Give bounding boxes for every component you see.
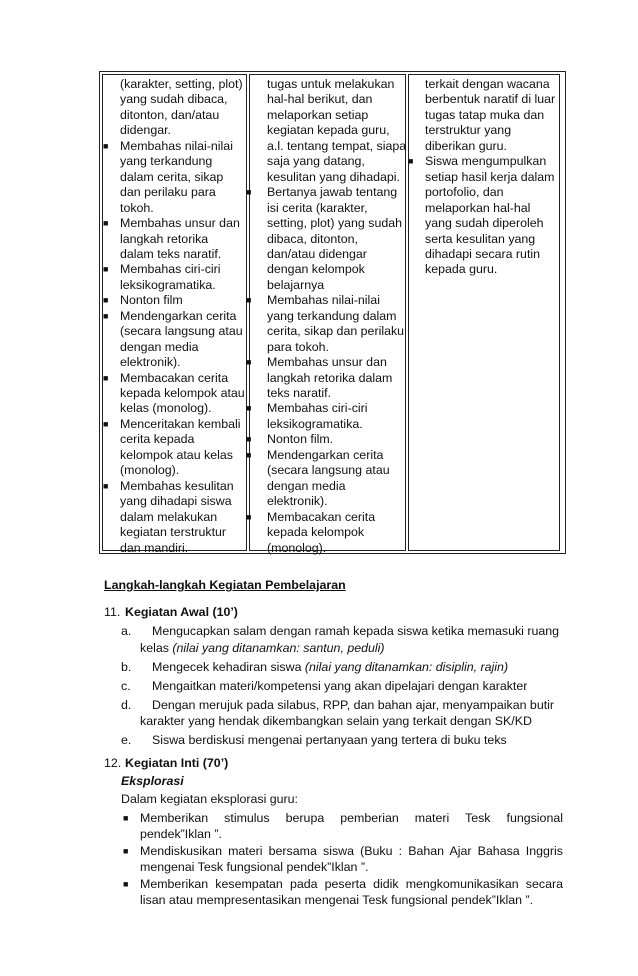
table-cell-line: Bertanya jawab tentang bbox=[267, 185, 398, 200]
bullet-icon: ■ bbox=[246, 511, 252, 522]
table-cell-line: yang dihadapi siswa bbox=[120, 494, 232, 509]
awal-item-letter: e. bbox=[121, 733, 132, 747]
inti-heading: Kegiatan Inti (70’) bbox=[125, 756, 229, 770]
bullet-icon: ■ bbox=[103, 295, 109, 306]
bullet-icon: ■ bbox=[246, 449, 252, 460]
table-cell-line: kepada kelompok bbox=[267, 525, 365, 540]
section-title: Langkah-langkah Kegiatan Pembelajaran bbox=[104, 578, 346, 592]
bullet-icon: ■ bbox=[103, 310, 109, 321]
value-note: (nilai yang ditanamkan: santun, peduli) bbox=[172, 640, 385, 655]
table-cell-line: kelompok atau kelas bbox=[120, 447, 233, 462]
table-cell-line: yang terkandung dalam bbox=[267, 308, 397, 323]
awal-item-letter: a. bbox=[121, 624, 132, 638]
inti-bullet-line: pendek”Iklan ”. bbox=[140, 827, 222, 841]
table-cell-line: setiap hasil kerja dalam bbox=[425, 169, 555, 184]
table-column-1 bbox=[102, 74, 247, 555]
inti-intro: Dalam kegiatan eksplorasi guru: bbox=[121, 792, 299, 806]
table-cell-line: yang terkandung bbox=[120, 154, 213, 169]
awal-item-text: Dengan merujuk pada silabus, RPP, dan bahan ajar, menyampaikan butir bbox=[152, 697, 555, 712]
table-cell-line: Nonton film bbox=[120, 293, 183, 308]
awal-item-text: Mengaitkan materi/kompetensi yang akan dipelajari dengan karakter bbox=[152, 678, 528, 693]
table-column-3 bbox=[408, 74, 560, 551]
table-cell-line: Nonton film. bbox=[267, 432, 334, 447]
table-cell-line: cerita, sikap dan perilaku bbox=[267, 324, 405, 339]
table-cell-line: langkah retorika dalam bbox=[267, 370, 393, 385]
table-cell-line: Membahas ciri-ciri bbox=[120, 262, 221, 277]
table-cell-line: kegiatan terstruktur bbox=[120, 525, 227, 540]
table-cell-line: langkah retorika bbox=[120, 231, 209, 246]
table-cell-line: tokoh. bbox=[120, 200, 154, 215]
inti-bullet-line: Memberikan kesempatan pada peserta didik mengkomunikasikan secara bbox=[140, 877, 563, 891]
table-cell-line: dan/atau didengar bbox=[267, 246, 367, 261]
awal-item-letter: c. bbox=[121, 678, 131, 693]
table-cell-line: belajarnya bbox=[267, 277, 325, 292]
table-cell-line: dihadapi secara rutin bbox=[425, 246, 541, 261]
table-cell-line: melaporkan hal-hal bbox=[425, 200, 531, 215]
table-cell-line: dengan media bbox=[267, 478, 346, 493]
table-cell-line: isi cerita (karakter, bbox=[267, 200, 368, 215]
activity-table bbox=[99, 71, 566, 554]
bullet-icon: ■ bbox=[123, 813, 129, 823]
table-cell-line: tugas tatap muka dan bbox=[425, 107, 545, 122]
table-cell-line: dengan media bbox=[120, 339, 199, 354]
table-cell-line: para tokoh. bbox=[267, 339, 329, 354]
table-cell-line: kepada guru. bbox=[425, 262, 498, 277]
table-cell-line: melaporkan setiap bbox=[267, 107, 369, 122]
value-note: (nilai yang ditanamkan: disiplin, rajin) bbox=[304, 659, 509, 674]
bullet-icon: ■ bbox=[246, 295, 252, 306]
table-cell-line: teks naratif. bbox=[267, 386, 332, 400]
table-cell-line: dalam teks naratif. bbox=[120, 246, 222, 261]
table-cell-line: dibaca, ditonton, bbox=[267, 231, 358, 246]
inti-subheading: Eksplorasi bbox=[121, 774, 184, 788]
table-cell-line: kepada kelompok atau bbox=[120, 386, 245, 400]
bullet-icon: ■ bbox=[103, 480, 109, 491]
table-cell-line: leksikogramatika. bbox=[120, 277, 216, 292]
table-cell-line: (monolog). bbox=[120, 463, 180, 478]
table-cell-line: tugas untuk melakukan bbox=[267, 77, 395, 91]
table-cell-line: dalam cerita, sikap bbox=[120, 169, 224, 184]
bullet-icon: ■ bbox=[123, 879, 129, 889]
table-cell-line: setting, plot) yang sudah bbox=[267, 216, 403, 231]
table-cell-line: elektronik). bbox=[267, 494, 328, 509]
table-cell-line: kegiatan kepada guru, bbox=[267, 123, 390, 138]
table-cell-line: didengar. bbox=[120, 123, 171, 138]
bullet-icon: ■ bbox=[103, 264, 109, 275]
bullet-icon: ■ bbox=[246, 357, 252, 368]
table-cell-line: Membahas kesulitan bbox=[120, 478, 234, 493]
table-cell-line: (karakter, setting, plot) bbox=[120, 77, 243, 91]
table-cell-line: yang sudah diperoleh bbox=[425, 216, 544, 231]
table-cell-line: elektronik). bbox=[120, 355, 181, 370]
table-cell-line: a.l. tentang tempat, siapa bbox=[267, 138, 407, 153]
table-cell-line: kesulitan yang dihadapi. bbox=[267, 169, 400, 184]
table-cell-line: Membahas nilai-nilai bbox=[267, 293, 380, 308]
table-cell-line: (secara langsung atau bbox=[120, 324, 243, 339]
table-cell-line: Membahas unsur dan bbox=[267, 355, 387, 370]
table-column-2 bbox=[246, 74, 407, 555]
table-cell-line: saja yang datang, bbox=[267, 154, 365, 169]
bullet-icon: ■ bbox=[246, 434, 252, 445]
table-cell-line: serta kesulitan yang bbox=[425, 231, 536, 246]
table-cell-line: kelas (monolog). bbox=[120, 401, 212, 416]
inti-bullet-line: Mendiskusikan materi bersama siswa (Buku : Bahan Ajar Bahasa Inggris bbox=[140, 844, 563, 858]
table-cell-line: Mendengarkan cerita bbox=[267, 447, 384, 462]
table-cell-line: Menceritakan kembali bbox=[120, 416, 241, 431]
awal-item-text: kelas (nilai yang ditanamkan: santun, peduli) bbox=[140, 640, 385, 655]
bullet-icon: ■ bbox=[408, 156, 414, 167]
bullet-icon: ■ bbox=[246, 187, 252, 198]
table-cell-line: dalam melakukan bbox=[120, 509, 218, 524]
awal-item-text: karakter yang hendak dikembangkan selain yang terkait dengan SK/KD bbox=[140, 714, 532, 728]
table-cell-line: Membahas unsur dan bbox=[120, 216, 240, 231]
table-cell-line: yang sudah dibaca, bbox=[120, 92, 228, 107]
table-cell-line: dengan kelompok bbox=[267, 262, 365, 277]
awal-item-letter: b. bbox=[121, 659, 132, 674]
table-cell-line: berbentuk naratif di luar bbox=[425, 92, 556, 107]
table-cell-line: Membacakan cerita bbox=[267, 509, 376, 524]
table-cell-line: (secara langsung atau bbox=[267, 463, 390, 478]
table-cell-line: (monolog). bbox=[267, 540, 327, 555]
awal-item-text: Mengecek kehadiran siswa (nilai yang ditanamkan: disiplin, rajin) bbox=[152, 659, 509, 674]
bullet-icon: ■ bbox=[103, 418, 109, 429]
table-cell-line: Mendengarkan cerita bbox=[120, 308, 237, 323]
table-cell-line: Membacakan cerita bbox=[120, 370, 229, 385]
table-cell-line: dan mandiri. bbox=[120, 540, 189, 555]
bullet-icon: ■ bbox=[103, 218, 109, 229]
table-cell-line: dan perilaku para bbox=[120, 185, 216, 200]
table-cell-line: portofolio, dan bbox=[425, 185, 504, 200]
awal-number: 11. bbox=[104, 605, 121, 619]
table-cell-line: Membahas nilai-nilai bbox=[120, 138, 233, 153]
bullet-icon: ■ bbox=[103, 372, 109, 383]
table-cell-line: leksikogramatika. bbox=[267, 416, 363, 431]
table-cell-line: ditonton, dan/atau bbox=[120, 107, 220, 122]
table-cell-line: Membahas ciri-ciri bbox=[267, 401, 368, 416]
inti-bullet-line: lisan atau mempresentasikan mengenai Tesk fungsional pendek”Iklan ”. bbox=[140, 893, 534, 907]
inti-bullet-line: Memberikan stimulus berupa pemberian materi Tesk fungsional bbox=[140, 811, 563, 825]
table-cell-line: Siswa mengumpulkan bbox=[425, 154, 547, 169]
awal-item-text: Mengucapkan salam dengan ramah kepada siswa ketika memasuki ruang bbox=[152, 624, 560, 638]
bullet-icon: ■ bbox=[246, 403, 252, 414]
table-cell-line: terstruktur yang bbox=[425, 123, 512, 138]
bullet-icon: ■ bbox=[103, 140, 109, 151]
bullet-icon: ■ bbox=[123, 846, 129, 856]
table-cell-line: hal-hal berikut, dan bbox=[267, 92, 373, 107]
table-cell-line: terkait dengan wacana bbox=[425, 77, 550, 91]
table-cell-line: diberikan guru. bbox=[425, 138, 507, 153]
awal-item-letter: d. bbox=[121, 697, 132, 712]
inti-number: 12. bbox=[104, 756, 122, 770]
inti-bullet-line: mengenai Tesk fungsional pendek”Iklan ”. bbox=[140, 860, 369, 874]
awal-heading: Kegiatan Awal (10’) bbox=[125, 605, 238, 619]
awal-item-text: Siswa berdiskusi mengenai pertanyaan yang tertera di buku teks bbox=[152, 733, 507, 747]
table-cell-line: cerita kepada bbox=[120, 432, 195, 447]
